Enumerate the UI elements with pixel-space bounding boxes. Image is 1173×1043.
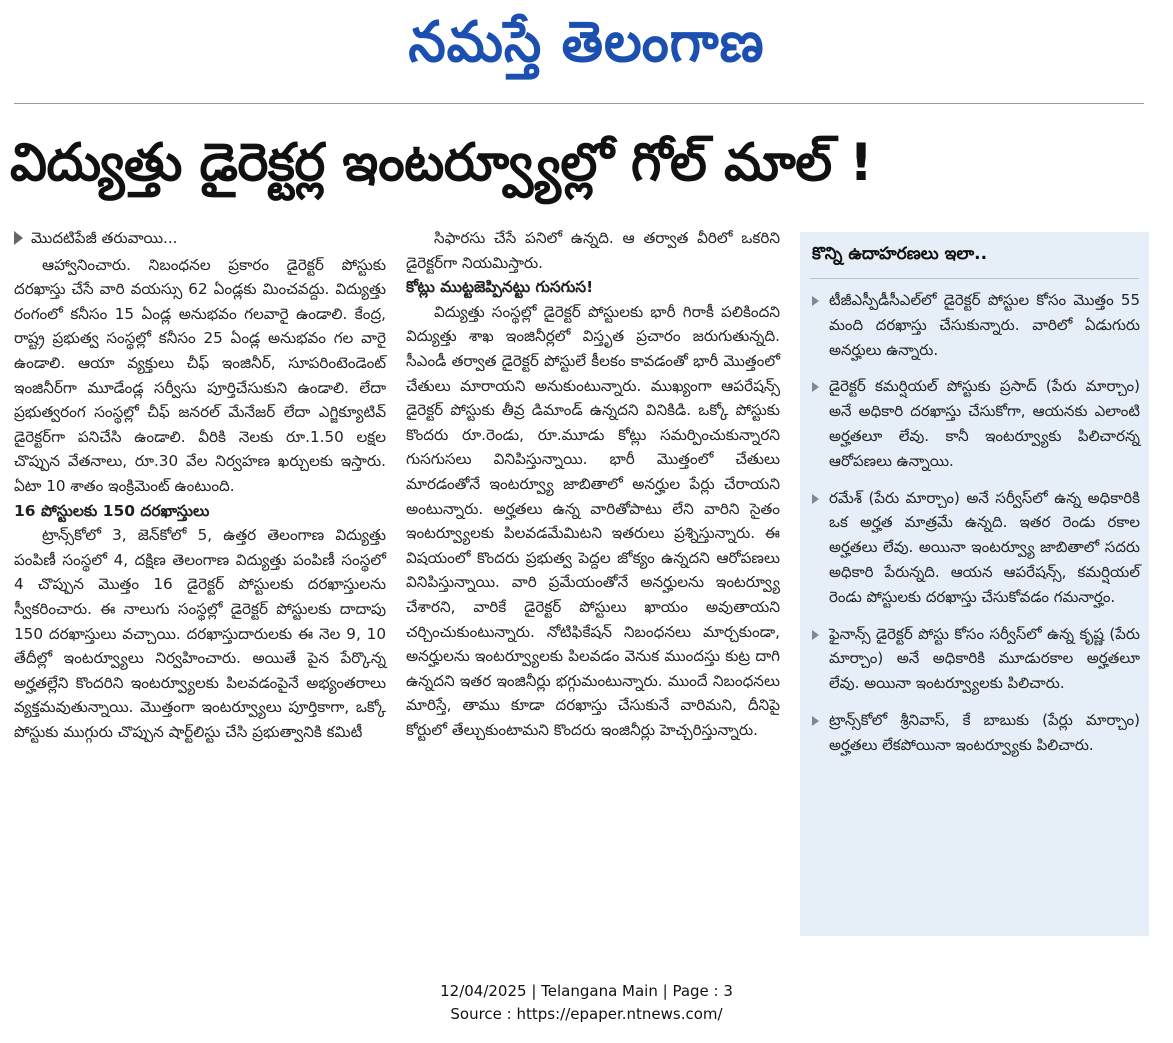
bullet-icon	[812, 630, 819, 640]
sidebar-list-item: డైరెక్టర్ కమర్షియల్ పోస్టుకు ప్రసాద్ (పేరు మార్చాం) అనే అధికారి దరఖాస్తు చేసుకోగా, ఆయనకు ఎలాంటి అర్హతలూ లేవు. కానీ ఇంటర్వ్యూకు పిలిచారన్న ఆరోపణలు ఉన్నాయి.	[812, 374, 1140, 473]
article-column-2	[406, 226, 780, 742]
bullet-icon	[812, 382, 819, 392]
column1-paragraph-1: ఆహ్వానించారు. నిబంధనల ప్రకారం డైరెక్టర్ పోస్టుకు దరఖాస్తు చేసే వారి వయస్సు 62 ఏండ్లకు మించవద్దు. విద్యుత్తు రంగంలో కనీసం 15 ఏండ్ల అనుభవం గలవారై ఉండాలి. కేంద్ర, రాష్ట్ర ప్రభుత్వ సంస్థల్లో కనీసం 25 ఏండ్ల అనుభవం గల వారై ఉండాలి. ఆయా వ్యక్తులు చీఫ్ ఇంజినీర్, సూపరింటెండెంట్ ఇంజినీర్‌గా మూడేండ్ల సర్వీసు పూర్తిచేసుకుని ఉండాలి. లేదా ప్రభుత్వరంగ సంస్థల్లో చీఫ్ జనరల్ మేనేజర్ లేదా ఎగ్జిక్యూటివ్ డైరెక్టర్‌గా పనిచేసి ఉండాలి. వీరికి నెలకు రూ.1.50 లక్షల చొప్పున వేతనాలు, రూ.30 వేల నిర్వహణ ఖర్చులకు ఇస్తారు. ఏటా 10 శాతం ఇంక్రిమెంట్ ఉంటుంది.	[14, 255, 386, 495]
column1-subheading: 16 పోస్టులకు 150 దరఖాస్తులు	[14, 501, 210, 520]
footer-edition-info: 12/04/2025 | Telangana Main | Page : 3	[440, 982, 733, 1000]
article-column-1	[14, 226, 386, 744]
masthead-logo: నమస్తే తెలంగాణ	[408, 10, 765, 75]
continued-arrow-icon	[14, 231, 23, 245]
bullet-icon	[812, 494, 819, 504]
sidebar-divider	[810, 278, 1139, 279]
masthead	[0, 8, 1173, 78]
sidebar-list-item: టీజీఎస్పీడీసీఎల్‌లో డైరెక్టర్ పోస్టుల కోసం మొత్తం 55 మంది దరఖాస్తు చేసుకున్నారు. వారిలో ఏడుగురు అనర్హులు ఉన్నారు.	[812, 288, 1140, 362]
examples-sidebar	[800, 232, 1149, 936]
article-headline: విద్యుత్తు డైరెక్టర్ల ఇంటర్వ్యూల్లో గోల్ మాల్ !	[10, 133, 873, 193]
footer-source-link[interactable]: Source : https://epaper.ntnews.com/	[450, 1005, 723, 1023]
masthead-divider	[14, 103, 1144, 104]
column2-paragraph-1: సిఫారసు చేసే పనిలో ఉన్నది. ఆ తర్వాత వీరిలో ఒకరిని డైరెక్టర్‌గా నియమిస్తారు.	[406, 229, 780, 272]
bullet-icon	[812, 716, 819, 726]
sidebar-title: కొన్ని ఉదాహరణలు ఇలా..	[812, 244, 988, 264]
sidebar-list-item: ట్రాన్స్‌కోలో శ్రీనివాస్, కే బాబుకు (పేర్లు మార్చాం) అర్హతలు లేకపోయినా ఇంటర్వ్యూకు పిలిచారు.	[812, 708, 1140, 758]
sidebar-list-item: ఫైనాన్స్ డైరెక్టర్ పోస్టు కోసం సర్వీస్‌లో ఉన్న కృష్ణ (పేరు మార్చాం) అనే అధికారికి మూడురకాల అర్హతలూ లేవు. అయినా ఇంటర్వ్యూలకు పిలిచారు.	[812, 622, 1140, 696]
sidebar-list-item: రమేశ్ (పేరు మార్చాం) అనే సర్వీస్‌లో ఉన్న అధికారికి ఒక అర్హత మాత్రమే ఉన్నది. ఇతర రెండు రకాల అర్హతలు లేవు. అయినా ఇంటర్వ్యూ జాబితాలో సదరు అధికారి పేరున్నది. ఆయన ఆపరేషన్స్, కమర్షియల్ రెండు పోస్టులకు దరఖాస్తు చేసుకోవడం గమనార్హం.	[812, 486, 1140, 610]
continued-label: మొదటిపేజీ తరువాయి...	[31, 229, 178, 247]
column2-subheading: కోట్లు ముట్టజెప్పినట్టు గుసగుస!	[406, 278, 594, 297]
sidebar-list	[812, 288, 1140, 758]
continued-from-front-page	[14, 226, 386, 251]
bullet-icon	[812, 296, 819, 306]
column1-paragraph-2: ట్రాన్స్‌కోలో 3, జెన్‌కోలో 5, ఉత్తర తెలంగాణ విద్యుత్తు పంపిణీ సంస్థలో 4, దక్షిణ తెలంగాణ విద్యుత్తు పంపిణీ సంస్థలో 4 చొప్పున మొత్తం 16 డైరెక్టర్ పోస్టులకు దరఖాస్తులను స్వీకరించారు. ఈ నాలుగు సంస్థల్లో డైరెక్టర్ పోస్టులకు దాదాపు 150 దరఖాస్తులు వచ్చాయి. దరఖాస్తుదారులకు ఈ నెల 9, 10 తేదీల్లో ఇంటర్వ్యూలు నిర్వహించారు. అయితే పైన పేర్కొన్న అర్హతల్లేని కొందరిని ఇంటర్వ్యూలకు పిలవడంపైనే అభ్యంతరాలు వ్యక్తమవుతున్నాయి. మొత్తంగా ఇంటర్వ్యూలు పూర్తికాగా, ఒక్కో పోస్టుకు ముగ్గురు చొప్పున షార్ట్‌లిస్టు చేసి ప్రభుత్వానికి కమిటీ	[14, 526, 386, 741]
column2-paragraph-2: విద్యుత్తు సంస్థల్లో డైరెక్టర్ పోస్టులకు భారీ గిరాకీ పలికిందని విద్యుత్తు శాఖ ఇంజినీర్లలో విస్తృత ప్రచారం జరుగుతున్నది. సీఎండీ తర్వాత డైరెక్టర్ పోస్టులే కీలకం కావడంతో భారీ మొత్తంలో చేతులు మారాయని అనుకుంటున్నారు. ముఖ్యంగా ఆపరేషన్స్ డైరెక్టర్ పోస్టుకు తీవ్ర డిమాండ్ ఉన్నదని వినికిడి. ఒక్కో పోస్టుకు కొందరు రూ.రెండు, రూ.మూడు కోట్లు సమర్పించుకున్నారని గుసగుసలు వినిపిస్తున్నాయి. భారీ మొత్తంలో చేతులు మారడంతోనే ఇంటర్వ్యూ జాబితాలో అనర్హుల పేర్లు చేరాయని అంటున్నారు. అర్హతలు ఉన్న వారితోపాటు లేని వారిని సైతం ఇంటర్వ్యూలకు పిలవడమేమిటని ఇతరులు ప్రశ్నిస్తున్నారు. ఈ విషయంలో కొందరు ప్రభుత్వ పెద్దల జోక్యం ఉన్నదని ఆరోపణలు వినిపిస్తున్నాయి. వారి ప్రమేయంతోనే అనర్హులను ఇంటర్వ్యూ చేశారని, వారికే డైరెక్టర్ పోస్టులు ఖాయం అవుతాయని చర్చించుకుంటున్నారు. నోటిఫికేషన్ నిబంధనలు మార్చకుండా, అనర్హులను ఇంటర్వ్యూలకు పిలవడం వెనుక ముందస్తు కుట్ర దాగి ఉన్నదని ఇతర ఇంజినీర్లు భగ్గుమంటున్నారు. ముందే నిబంధనలు మారిస్తే, తాము కూడా దరఖాస్తు చేసుకునే వారిమని, దీనిపై కోర్టులో తేల్చుకుంటామని కొందరు ఇంజినీర్లు హెచ్చరిస్తున్నారు.	[406, 302, 780, 739]
